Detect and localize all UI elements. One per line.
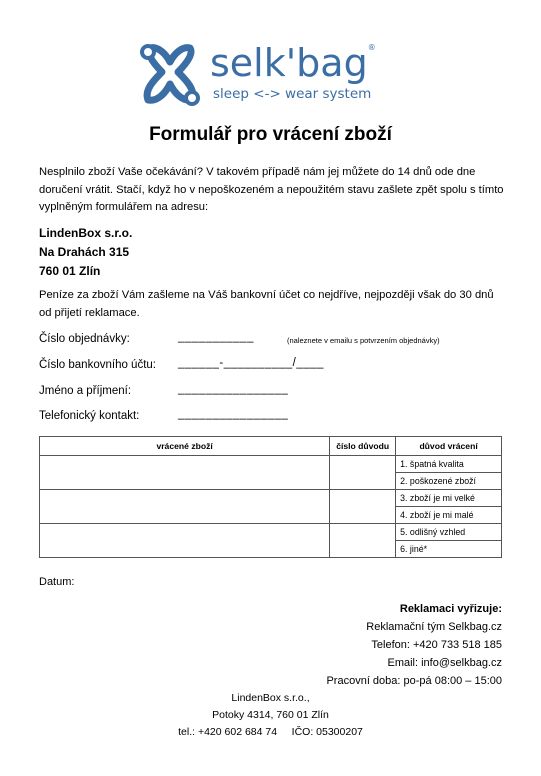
contact-block — [326, 600, 502, 690]
contact-hours: Pracovní doba: po-pá 08:00 – 15:00 — [326, 675, 502, 687]
reason-item: 5. odlišný vzhled — [396, 524, 502, 541]
reason-number-cell[interactable] — [330, 524, 396, 558]
address-line: 760 01 Zlín — [39, 264, 101, 278]
order-number-label: Číslo objednávky: — [39, 333, 130, 345]
contact-team: Reklamační tým Selkbag.cz — [366, 621, 502, 633]
bank-account-label: Číslo bankovního účtu: — [39, 359, 156, 371]
table-header-row — [40, 437, 502, 456]
table-row — [40, 524, 502, 541]
reason-number-cell[interactable] — [330, 456, 396, 490]
order-number-field[interactable]: ___________ — [178, 331, 254, 343]
footer-company: LindenBox s.r.o., — [231, 692, 310, 704]
address-line: Na Drahách 315 — [39, 245, 130, 259]
full-name-field[interactable]: ________________ — [178, 383, 289, 395]
table-row — [40, 456, 502, 473]
returned-goods-cell[interactable] — [40, 456, 330, 490]
address-line: LindenBox s.r.o. — [39, 226, 133, 240]
bank-account-field[interactable]: ______-__________/____ — [178, 357, 324, 369]
reason-item: 3. zboží je mi velké — [396, 490, 502, 507]
reason-item: 6. jiné* — [396, 541, 502, 558]
reason-item: 4. zboží je mi malé — [396, 507, 502, 524]
page-title: Formulář pro vrácení zboží — [149, 124, 392, 145]
refund-note: Peníze za zboží Vám zašleme na Váš bankovní účet co nejdříve, nejpozději však do 30 dnů od přijetí reklamace. — [39, 289, 494, 319]
date-label: Datum: — [39, 576, 75, 588]
reason-item: 2. poškozené zboží — [396, 473, 502, 490]
return-address — [39, 224, 132, 281]
returned-goods-cell[interactable] — [40, 490, 330, 524]
phone-label: Telefonický kontakt: — [39, 410, 140, 422]
reason-number-cell[interactable] — [330, 490, 396, 524]
reason-item: 1. špatná kvalita — [396, 456, 502, 473]
header-return-reason: důvod vrácení — [396, 437, 502, 456]
page-footer — [0, 690, 541, 741]
returned-goods-cell[interactable] — [40, 524, 330, 558]
full-name-label: Jméno a příjmení: — [39, 385, 132, 397]
footer-street: Potoky 4314, 760 01 Zlín — [212, 709, 329, 721]
logo-wordmark: selk'bag® — [210, 41, 376, 85]
contact-email: Email: info@selkbag.cz — [387, 657, 502, 669]
table-row — [40, 490, 502, 507]
contact-heading: Reklamaci vyřizuje: — [399, 603, 502, 615]
contact-phone: Telefon: +420 733 518 185 — [371, 639, 502, 651]
footer-phone-ico: tel.: +420 602 684 74 IČO: 05300207 — [178, 726, 363, 738]
order-number-hint: (naleznete v emailu s potvrzením objednávky) — [287, 336, 440, 345]
phone-field[interactable]: ________________ — [178, 408, 289, 420]
header-reason-number: číslo důvodu — [330, 437, 396, 456]
header-returned-goods: vrácené zboží — [40, 437, 330, 456]
intro-paragraph: Nesplnilo zboží Vaše očekávání? V takovém případě nám jej můžete do 14 dnů ode dne doručení vrátit. Stačí, když ho v nepoškozeném a nepoužitém stavu zašlete zpět spolu s tímto vyplněným formulářem na adresu: — [39, 166, 504, 213]
returned-items-table — [39, 436, 502, 558]
logo-tagline: sleep <-> wear system — [213, 86, 372, 102]
